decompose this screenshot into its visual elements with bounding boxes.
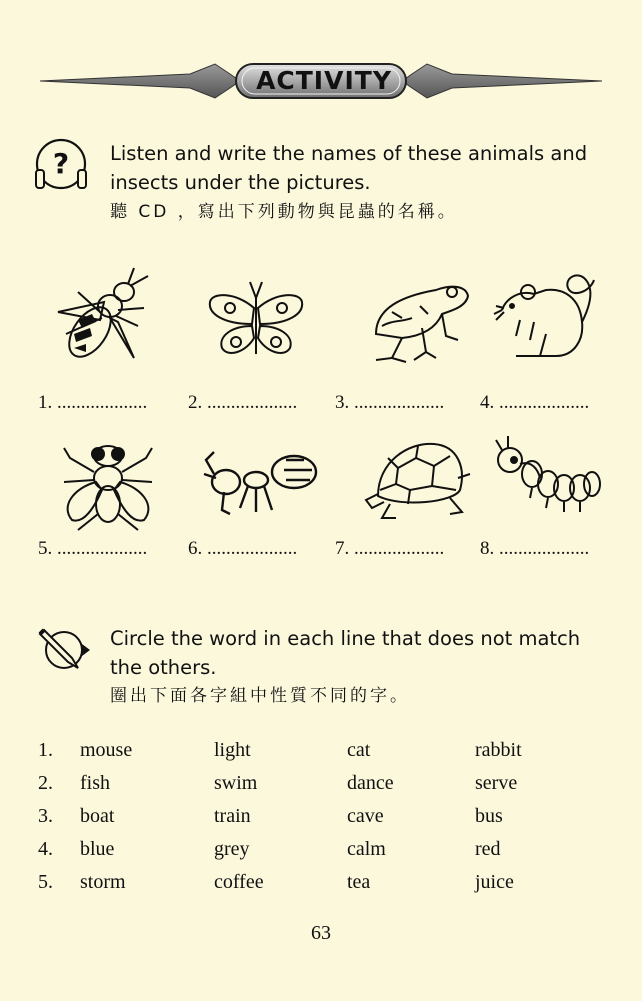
- word[interactable]: bus: [475, 805, 503, 827]
- word[interactable]: cat: [347, 739, 371, 761]
- turtle-icon: [362, 428, 482, 538]
- word-row-3: [0, 800, 642, 833]
- word[interactable]: light: [214, 739, 251, 761]
- word-row-1: [0, 734, 642, 767]
- frog-icon: [362, 262, 482, 372]
- word[interactable]: dance: [347, 772, 394, 794]
- svg-text:?: ?: [52, 147, 70, 180]
- row-number: 5.: [38, 871, 53, 893]
- word[interactable]: serve: [475, 772, 518, 794]
- answer-blank-2[interactable]: 2. ...................: [188, 392, 298, 413]
- listen-instruction-line2: insects under the pictures.: [110, 171, 371, 194]
- word[interactable]: blue: [80, 838, 115, 860]
- word[interactable]: juice: [475, 871, 514, 893]
- word[interactable]: calm: [347, 838, 386, 860]
- answer-blank-3[interactable]: 3. ...................: [335, 392, 445, 413]
- bee-icon: [44, 262, 164, 372]
- circle-instruction-line2: the others.: [110, 656, 217, 679]
- activity-title: ACTIVITY: [256, 66, 392, 95]
- word[interactable]: grey: [214, 838, 250, 860]
- listen-instruction-chinese: 聽 CD ，寫出下列動物與昆蟲的名稱。: [110, 202, 458, 222]
- fly-icon: [48, 428, 168, 538]
- headphones-question-icon: [33, 136, 89, 196]
- row-number: 1.: [38, 739, 53, 761]
- word-row-5: [0, 866, 642, 899]
- page-number: 63: [311, 922, 331, 944]
- word[interactable]: boat: [80, 805, 115, 827]
- pencil-play-icon: [36, 624, 92, 674]
- word-row-2: [0, 767, 642, 800]
- answer-blank-7[interactable]: 7. ...................: [335, 538, 445, 559]
- rat-icon: [490, 262, 610, 372]
- word[interactable]: train: [214, 805, 251, 827]
- word-list: [0, 734, 642, 899]
- circle-instruction-line1: Circle the word in each line that does not match: [110, 627, 581, 650]
- ant-icon: [200, 430, 320, 540]
- row-number: 3.: [38, 805, 53, 827]
- word[interactable]: rabbit: [475, 739, 522, 761]
- answer-blank-6[interactable]: 6. ...................: [188, 538, 298, 559]
- row-number: 4.: [38, 838, 53, 860]
- circle-instruction-chinese: 圈出下面各字組中性質不同的字。: [110, 686, 410, 706]
- caterpillar-icon: [488, 430, 608, 540]
- word-row-4: [0, 833, 642, 866]
- row-number: 2.: [38, 772, 53, 794]
- word[interactable]: storm: [80, 871, 126, 893]
- word[interactable]: swim: [214, 772, 258, 794]
- answer-blank-8[interactable]: 8. ...................: [480, 538, 590, 559]
- listen-instruction-line1: Listen and write the names of these animals and: [110, 142, 588, 165]
- answer-blank-4[interactable]: 4. ...................: [480, 392, 590, 413]
- word[interactable]: tea: [347, 871, 371, 893]
- word[interactable]: cave: [347, 805, 384, 827]
- word[interactable]: fish: [80, 772, 110, 794]
- butterfly-icon: [196, 262, 316, 372]
- answer-blank-1[interactable]: 1. ...................: [38, 392, 148, 413]
- word[interactable]: coffee: [214, 871, 264, 893]
- answer-blank-5[interactable]: 5. ...................: [38, 538, 148, 559]
- word[interactable]: red: [475, 838, 501, 860]
- word[interactable]: mouse: [80, 739, 133, 761]
